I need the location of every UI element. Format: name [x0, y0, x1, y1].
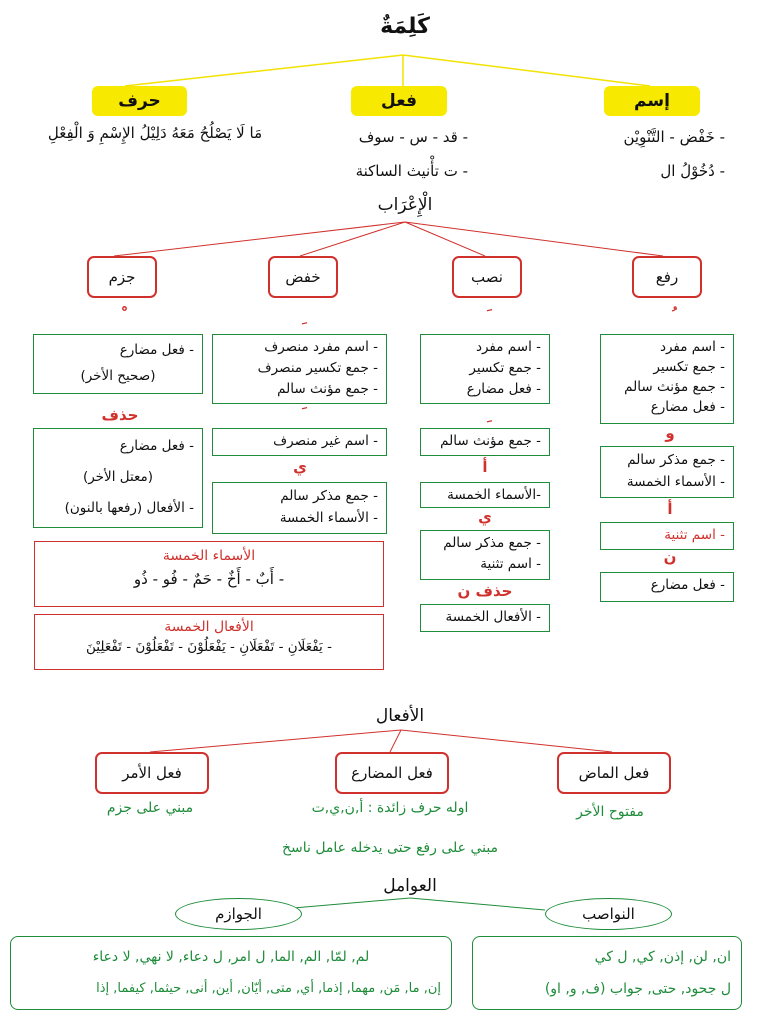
- list-item: - اسم تثنية: [480, 556, 541, 572]
- awamil-title: العوامل: [383, 876, 437, 896]
- raf-damma-list: [600, 334, 734, 424]
- list-item: - جمع مؤنث سالم: [624, 379, 725, 395]
- five-nouns-box: [34, 541, 384, 607]
- khafd-fatha-list: [212, 428, 387, 456]
- list-item: - اسم مفرد: [659, 339, 725, 355]
- khafd-kasra-list: [212, 334, 387, 404]
- list-item: (معتل الأخر): [82, 469, 154, 485]
- list-item: - فعل مضارع: [119, 342, 194, 358]
- nawasib-ellipse: النواصب: [545, 898, 672, 930]
- nawasib-line: ل جحود, حتى, جواب (ف, و, او): [544, 981, 731, 997]
- list-item: - جمع مذكر سالم: [280, 488, 378, 504]
- list-item: - جمع تكسير: [469, 360, 541, 376]
- irab-title: الْإِعْرَاب: [377, 195, 433, 215]
- ism-signs: [575, 120, 725, 188]
- list-item: - جمع مذكر سالم: [443, 535, 541, 551]
- jazm-hadhf-mark: حذف: [101, 406, 139, 424]
- list-item: - فعل مضارع: [650, 577, 725, 593]
- present-box: فعل المضارع: [335, 752, 449, 794]
- nasb-alif-mark: أ: [482, 458, 488, 476]
- list-item: - الأسماء الخمسة: [626, 474, 725, 490]
- fiil-tag: فعل: [351, 86, 447, 116]
- present-note-2: مبني على رفع حتى يدخله عامل ناسخ: [281, 840, 499, 856]
- ism-tag: إسم: [604, 86, 700, 116]
- khafd-ya-list: [212, 482, 387, 534]
- list-item: - فعل مضارع: [119, 438, 194, 454]
- fiil-signs: [318, 120, 468, 188]
- list-item: -الأسماء الخمسة: [447, 487, 541, 503]
- nasb-kasra-mark: [435, 404, 535, 425]
- list-item: - فعل مضارع: [466, 381, 541, 397]
- nasb-ya-list: [420, 530, 550, 580]
- five-verbs-box: [34, 614, 384, 670]
- list-item: - جمع مؤنث سالم: [440, 433, 541, 449]
- list-item: - الأفعال (رفعها بالنون): [64, 500, 194, 516]
- jawazim-list: [10, 936, 452, 1010]
- list-item: - اسم تثنية: [664, 527, 725, 543]
- nasb-hadhf-nun-mark: حذف ن: [457, 582, 513, 600]
- khafd-ya-mark: ي: [293, 458, 307, 476]
- nasb-alif-list: [420, 482, 550, 508]
- harf-definition: مَا لَا يَصْلُحُ مَعَهُ دَلِيْلُ الإِسْمِ وَ الْفِعْلِ: [47, 124, 263, 142]
- five-nouns-items: - أَبٌ - أَخٌ - حَمٌ - فُو - ذُو: [133, 570, 285, 588]
- harf-tag: حرف: [92, 86, 187, 116]
- raf-waw-mark: و: [665, 424, 675, 442]
- list-item: - جمع تكسير: [653, 359, 725, 375]
- ism-sign-line: - خَفْض - التَّنْوِيْن: [623, 128, 725, 146]
- jazm-sukun-mark: [70, 306, 170, 327]
- list-item: - الأفعال الخمسة: [445, 609, 541, 625]
- raf-alif-list: [600, 522, 734, 550]
- raf-alif-mark: أ: [667, 500, 673, 518]
- list-item: (صحيح الأخر): [80, 368, 156, 384]
- list-item: - جمع تكسير منصرف: [257, 360, 378, 376]
- five-verbs-items: - يَفْعَلَانِ - تَفْعَلَانِ - يَفْعَلُوْنَ - تَفْعَلُوْنَ - تَفْعَلِيْنَ: [86, 639, 332, 655]
- khafd-kasra-mark: [250, 306, 350, 327]
- nasb-kasra-list: [420, 428, 550, 456]
- list-item: - اسم غير منصرف: [273, 433, 378, 449]
- nasb-fatha-list: [420, 334, 550, 404]
- nasb-ya-mark: ي: [478, 508, 492, 526]
- raf-box: رفع: [632, 256, 702, 298]
- nasb-fatha-mark: [435, 306, 535, 327]
- word-title: كَلِمَةٌ: [380, 14, 430, 39]
- five-verbs-title: الأفعال الخمسة: [164, 619, 254, 635]
- jazm-box: جزم: [87, 256, 157, 298]
- jawazim-line: إن, ما, مَن, مهما, إذما, أي, متى, أيّان, أين, أنى, حيثما, كيفما, إذا: [96, 981, 441, 996]
- list-item: - اسم مفرد منصرف: [264, 339, 378, 355]
- nawasib-list: [472, 936, 742, 1010]
- list-item: - جمع مؤنث سالم: [277, 381, 378, 397]
- imperative-box: فعل الأمر: [95, 752, 209, 794]
- jazm-hadhf-list: [33, 428, 203, 528]
- fiil-sign-line: - قد - س - سوف: [358, 128, 468, 146]
- nasb-hadhf-list: [420, 604, 550, 632]
- jawazim-ellipse: الجوازم: [175, 898, 302, 930]
- imperative-note: مبني على جزم: [106, 800, 194, 816]
- fiil-sign-line: - ت تأْنيث الساكنة: [355, 162, 468, 180]
- ism-sign-line: - دُخُوْلُ ال: [660, 162, 725, 180]
- khafd-fatha-mark: [250, 404, 350, 425]
- five-nouns-title: الأسماء الخمسة: [162, 548, 256, 564]
- nawasib-line: ان, لن, إذن, كي, ل كي: [594, 949, 731, 965]
- list-item: - جمع مذكر سالم: [627, 452, 725, 468]
- list-item: - الأسماء الخمسة: [279, 510, 378, 526]
- list-item: - فعل مضارع: [650, 399, 725, 415]
- raf-damma-mark: [620, 306, 720, 327]
- past-box: فعل الماض: [557, 752, 671, 794]
- khafd-box: خفض: [268, 256, 338, 298]
- list-item: - اسم مفرد: [475, 339, 541, 355]
- raf-nun-mark: ن: [663, 548, 677, 566]
- verbs-title: الأفعال: [375, 706, 425, 726]
- jazm-sukun-list: [33, 334, 203, 394]
- raf-waw-list: [600, 446, 734, 498]
- raf-nun-list: [600, 572, 734, 602]
- past-note: مفتوح الأخر: [576, 804, 644, 820]
- present-note: اوله حرف زائدة : أ,ن,ي,ت: [311, 800, 469, 816]
- nasb-box: نصب: [452, 256, 522, 298]
- jawazim-line: لم, لمّا, الم, الما, ل امر, ل دعاء, لا نهي, لا دعاء: [92, 949, 370, 965]
